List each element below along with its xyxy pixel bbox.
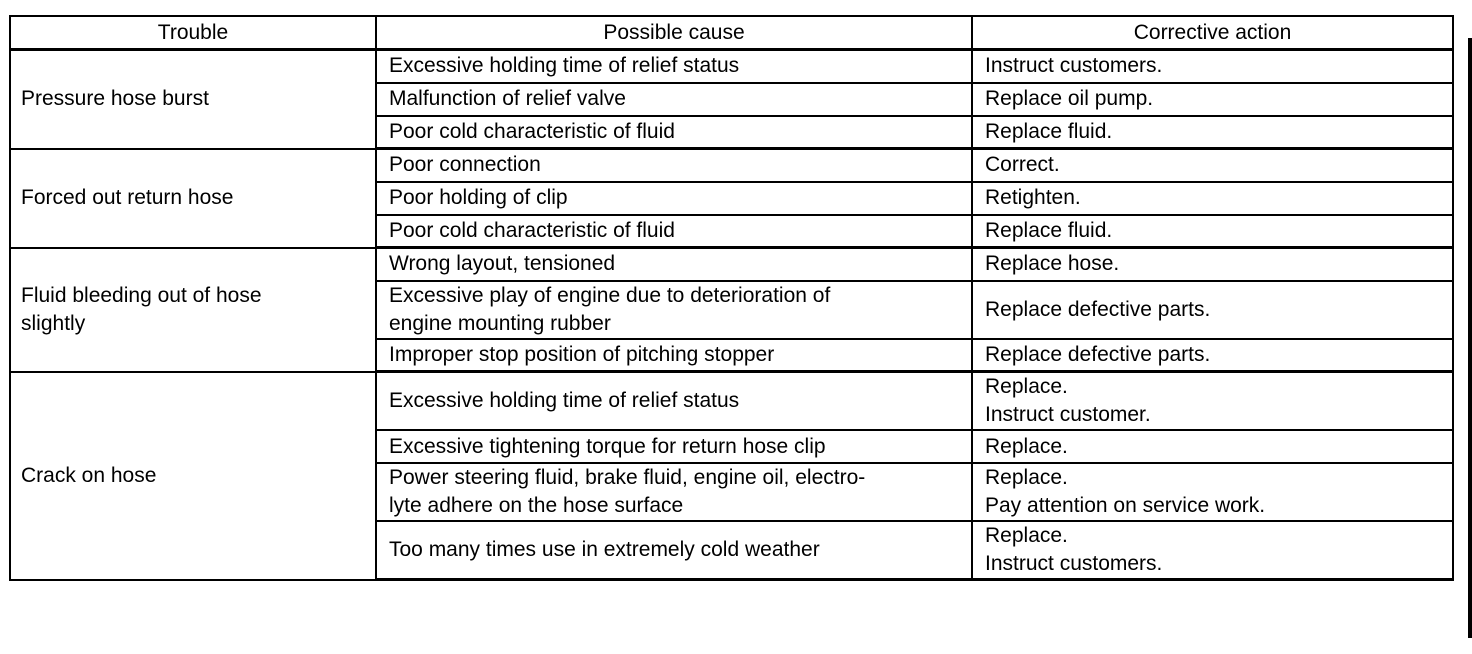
corrective-action-cell xyxy=(972,430,1453,463)
possible-cause-cell xyxy=(376,281,972,339)
possible-cause-cell xyxy=(376,248,972,281)
trouble-cell xyxy=(10,50,376,149)
trouble-cell xyxy=(10,372,376,580)
possible-cause-cell xyxy=(376,50,972,83)
document-page xyxy=(9,15,1454,581)
corrective-action-cell-line: Replace defective parts. xyxy=(985,297,1211,321)
trouble-cell-line: slightly xyxy=(21,311,86,335)
possible-cause-cell xyxy=(376,116,972,149)
possible-cause-cell-line: Excessive holding time of relief status xyxy=(389,389,740,412)
corrective-action-cell xyxy=(972,281,1453,339)
trouble-cell xyxy=(10,248,376,372)
trouble-cell xyxy=(10,149,376,248)
possible-cause-cell-line: Excessive play of engine due to deterioration of xyxy=(389,283,831,307)
possible-cause-cell xyxy=(376,430,972,463)
possible-cause-cell-line: engine mounting rubber xyxy=(389,311,611,335)
corrective-action-cell xyxy=(972,521,1453,580)
possible-cause-cell-line: Poor connection xyxy=(389,153,541,177)
corrective-action-cell xyxy=(972,463,1453,521)
corrective-action-cell xyxy=(972,372,1453,431)
corrective-action-cell-line: Replace hose. xyxy=(985,252,1120,276)
corrective-action-cell xyxy=(972,339,1453,372)
corrective-action-cell-line: Retighten. xyxy=(985,186,1081,209)
possible-cause-cell-line: lyte adhere on the hose surface xyxy=(389,494,684,517)
corrective-action-cell-line: Replace. xyxy=(985,375,1068,398)
corrective-action-cell xyxy=(972,50,1453,83)
corrective-action-cell-line: Replace fluid. xyxy=(985,119,1113,143)
table-row xyxy=(10,248,1453,281)
corrective-action-cell-line: Replace fluid. xyxy=(985,218,1113,242)
corrective-action-cell xyxy=(972,116,1453,149)
possible-cause-cell xyxy=(376,463,972,521)
corrective-action-cell xyxy=(972,83,1453,116)
trouble-table xyxy=(9,15,1454,581)
corrective-action-cell-line: Instruct customers. xyxy=(985,552,1163,575)
trouble-cell-line: Crack on hose xyxy=(21,463,157,487)
possible-cause-cell-line: Poor cold characteristic of fluid xyxy=(389,119,675,143)
possible-cause-cell xyxy=(376,149,972,182)
corrective-action-cell-line: Replace. xyxy=(985,466,1068,489)
page-edge-line xyxy=(1468,38,1472,638)
trouble-cell-line: Fluid bleeding out of hose xyxy=(21,283,262,307)
header-corrective-action: Corrective action xyxy=(972,16,1453,50)
header-possible-cause: Possible cause xyxy=(376,16,972,50)
possible-cause-cell-line: Improper stop position of pitching stopper xyxy=(389,342,775,366)
possible-cause-cell xyxy=(376,521,972,580)
corrective-action-cell-line: Instruct customer. xyxy=(985,403,1151,426)
corrective-action-cell-line: Pay attention on service work. xyxy=(985,494,1266,517)
possible-cause-cell xyxy=(376,83,972,116)
possible-cause-cell-line: Wrong layout, tensioned xyxy=(389,252,616,276)
table-body xyxy=(10,50,1453,580)
header-trouble: Trouble xyxy=(10,16,376,50)
possible-cause-cell xyxy=(376,182,972,215)
possible-cause-cell-line: Poor cold characteristic of fluid xyxy=(389,218,675,242)
corrective-action-cell-line: Instruct customers. xyxy=(985,54,1163,78)
possible-cause-cell xyxy=(376,372,972,431)
possible-cause-cell-line: Excessive holding time of relief status xyxy=(389,54,740,78)
corrective-action-cell-line: Correct. xyxy=(985,153,1060,177)
possible-cause-cell-line: Excessive tightening torque for return hose clip xyxy=(389,434,826,458)
table-row xyxy=(10,149,1453,182)
possible-cause-cell-line: Malfunction of relief valve xyxy=(389,87,626,110)
table-row xyxy=(10,50,1453,83)
corrective-action-cell xyxy=(972,215,1453,248)
corrective-action-cell xyxy=(972,182,1453,215)
possible-cause-cell xyxy=(376,215,972,248)
trouble-cell-line: Forced out return hose xyxy=(21,186,234,209)
corrective-action-cell-line: Replace. xyxy=(985,434,1068,458)
trouble-cell-line: Pressure hose burst xyxy=(21,87,209,111)
corrective-action-cell xyxy=(972,149,1453,182)
corrective-action-cell-line: Replace defective parts. xyxy=(985,342,1211,366)
header-row xyxy=(10,16,1453,50)
table-row xyxy=(10,372,1453,431)
corrective-action-cell-line: Replace oil pump. xyxy=(985,87,1154,110)
corrective-action-cell-line: Replace. xyxy=(985,524,1068,547)
possible-cause-cell-line: Power steering fluid, brake fluid, engine oil, electro- xyxy=(389,466,866,489)
corrective-action-cell xyxy=(972,248,1453,281)
possible-cause-cell-line: Too many times use in extremely cold weather xyxy=(389,538,820,561)
possible-cause-cell xyxy=(376,339,972,372)
possible-cause-cell-line: Poor holding of clip xyxy=(389,186,568,209)
